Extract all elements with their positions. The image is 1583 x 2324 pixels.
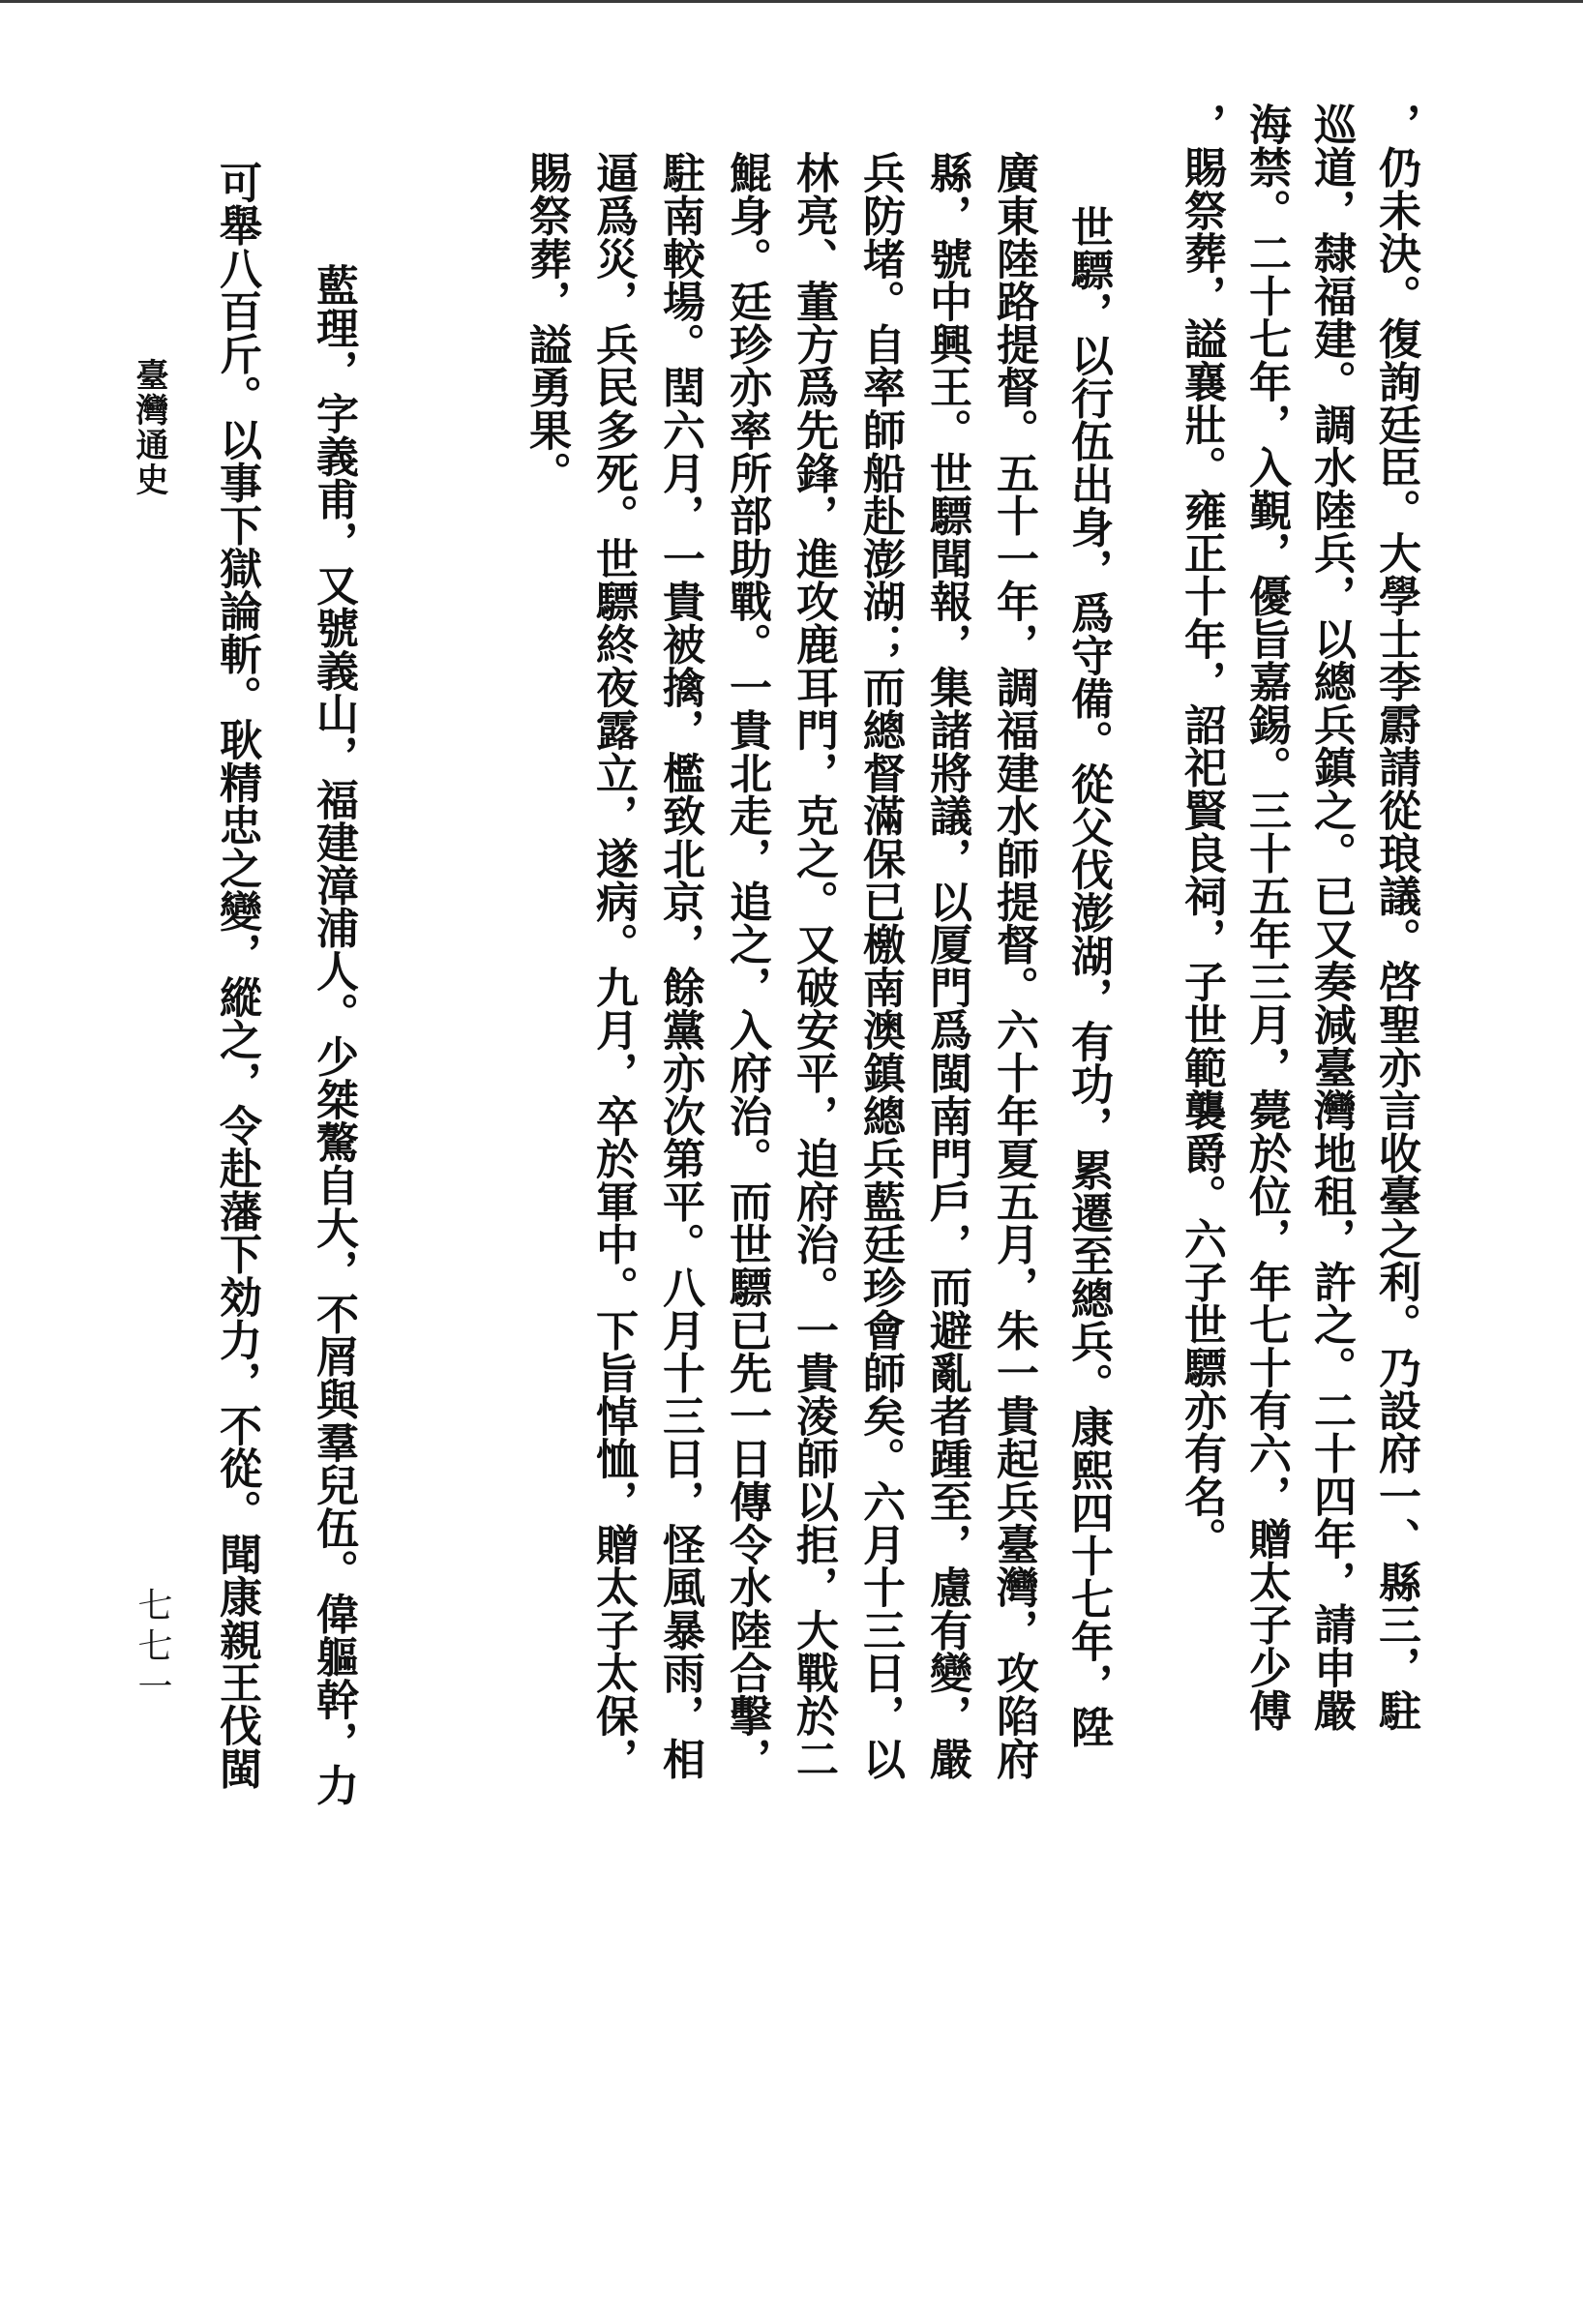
text-column-2: 巡道，隸福建。調水陸兵，以總兵鎮之。已又奏減臺灣地租，許之。二十四年，請申嚴: [1306, 103, 1356, 1732]
page-number: 七七一: [133, 1587, 172, 1709]
book-title: 臺灣通史: [130, 358, 168, 497]
top-border-rule: [0, 0, 1583, 3]
text-column-13: 賜祭葬，謚勇果。: [522, 151, 571, 494]
text-column-8: 兵防堵。自率師船赴澎湖；而總督滿保已檄南澳鎮總兵藍廷珍會師矣。六月十三日，以: [855, 151, 905, 1780]
text-column-9: 林亮、董方爲先鋒，進攻鹿耳門，克之。又破安平，迫府治。一貴淩師以拒，大戰於二: [789, 151, 838, 1780]
text-column-11: 駐南較場。閏六月，一貴被擒，檻致北京，餘黨亦次第平。八月十三日，怪風暴雨，相: [655, 151, 704, 1780]
text-column-6: 廣東陸路提督。五十一年，調福建水師提督。六十年夏五月，朱一貴起兵臺灣，攻陷府: [989, 151, 1038, 1780]
text-column-12: 逼爲災，兵民多死。世驃終夜露立，遂病。九月，卒於軍中。下旨悼恤，贈太子太保，: [588, 151, 638, 1780]
text-column-3: 海禁。二十七年，入覲，優旨嘉錫。三十五年三月，薨於位，年七十有六，贈太子少傅: [1241, 103, 1291, 1732]
text-column-14: 藍理，字義甫，又號義山，福建漳浦人。少桀驁自大，不屑與羣兒伍。偉軀幹，力: [309, 263, 358, 1806]
text-column-7: 縣，號中興王。世驃聞報，集諸將議，以厦門爲閩南門戶，而避亂者踵至，慮有變，嚴: [922, 151, 971, 1780]
text-column-5: 世驃，以行伍出身，爲守備。從父伐澎湖，有功，累遷至總兵。康熙四十七年，陞: [1063, 205, 1113, 1748]
text-column-4: ，賜祭葬，謚襄壯。雍正十年，詔祀賢良祠，子世範襲爵。六子世驃亦有名。: [1177, 103, 1226, 1561]
text-column-10: 鯤身。廷珍亦率所部助戰。一貴北走，追之，入府治。而世驃已先一日傳令水陸合擊，: [722, 151, 771, 1780]
text-column-15: 可舉八百斤。以事下獄論斬。耿精忠之變，縱之，令赴藩下効力，不從。聞康親王伐閩: [212, 161, 261, 1790]
text-column-1: ，仍未決。復詢廷臣。大學士李霨請從琅議。啓聖亦言收臺之利。乃設府一、縣三，駐: [1371, 103, 1420, 1732]
